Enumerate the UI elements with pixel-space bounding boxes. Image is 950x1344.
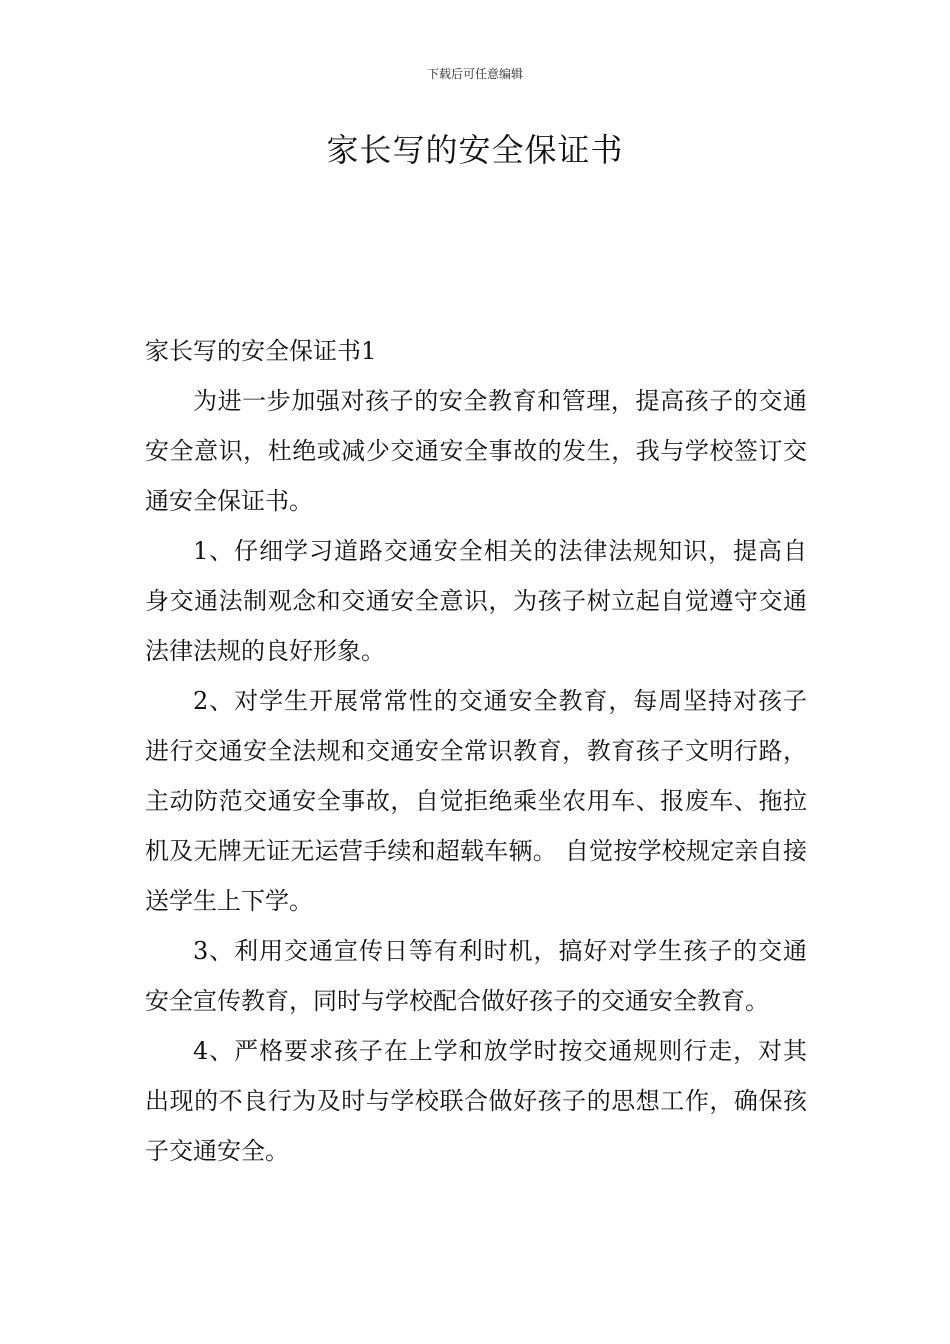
paragraph-intro: 为进一步加强对孩子的安全教育和管理，提高孩子的交通安全意识，杜绝或减少交通安全事故的发生，我与学校签订交通安全保证书。 <box>145 387 807 515</box>
section-heading: 家长写的安全保证书1 <box>145 337 377 365</box>
document-body <box>145 326 807 1176</box>
paragraph-item-4: 4、严格要求孩子在上学和放学时按交通规则行走，对其出现的不良行为及时与学校联合做好孩子的思想工作，确保孩子交通安全。 <box>145 1037 807 1165</box>
paragraph-item-2: 2、对学生开展常常性的交通安全教育，每周坚持对孩子进行交通安全法规和交通安全常识教育，教育孩子文明行路，主动防范交通安全事故，自觉拒绝乘坐农用车、报废车、拖拉机及无牌无证无运营手续和超载车辆。 自觉按学校规定亲自接送学生上下学。 <box>145 687 807 915</box>
paragraph-item-1: 1、仔细学习道路交通安全相关的法律法规知识，提高自身交通法制观念和交通安全意识，为孩子树立起自觉遵守交通法律法规的良好形象。 <box>145 537 807 665</box>
header-note: 下载后可任意编辑 <box>426 67 523 81</box>
paragraph-item-3: 3、利用交通宣传日等有利时机，搞好对学生孩子的交通安全宣传教育，同时与学校配合做好孩子的交通安全教育。 <box>145 937 807 1015</box>
document-title: 家长写的安全保证书 <box>326 131 624 169</box>
